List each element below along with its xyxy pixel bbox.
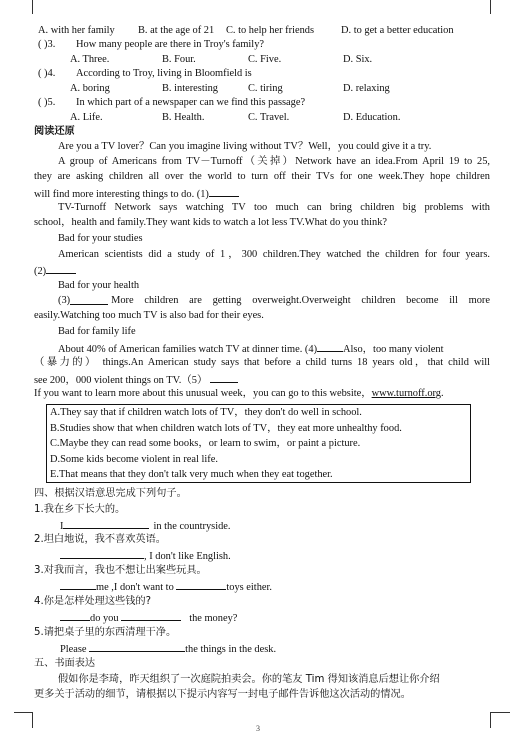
blank-5[interactable]: [210, 372, 238, 383]
q2-option-d: D. to get a better education: [341, 25, 454, 36]
crop-mark: [490, 712, 510, 713]
passage-line: If you want to learn more about this unusual week，you can go to this website，www.turnoff.org.: [34, 388, 444, 399]
q4-question: According to Troy, living in Bloomfield is: [76, 68, 252, 79]
heading-health: Bad for your health: [58, 280, 140, 291]
passage-line: （暴力的） things.An American study says that before a child turns 18 years old，that child will: [34, 357, 490, 368]
option-d: D.Some kids become violent in real life.: [50, 454, 218, 465]
q3-option-a: A. Three.: [70, 54, 110, 65]
s5-blank[interactable]: [89, 641, 185, 652]
q3-question: How many people are there in Troy's family?: [76, 39, 264, 50]
s5-english: Please the things in the desk.: [60, 641, 276, 656]
q5-question: In which part of a newspaper can we find this passage?: [76, 97, 306, 108]
passage-line: Are you a TV lover？Can you imagine living without TV？Well，you could give it a try.: [58, 141, 432, 152]
q2-option-c: C. to help her friends: [226, 25, 315, 36]
option-e: E.That means that they don't talk very much when they eat together.: [50, 469, 333, 480]
q4-option-c: C. tiring: [248, 83, 283, 94]
q4-option-a: A. boring: [70, 83, 110, 94]
s3-blank-2[interactable]: [176, 579, 226, 590]
writing-prompt-line: 更多关于活动的细节，请根据以下提示内容写一封电子邮件告诉他这次活动的情况。: [34, 689, 411, 700]
passage-line: school，health and family.They want kids to watch a lot less TV.What do you think?: [34, 217, 388, 228]
heading-family: Bad for family life: [58, 326, 136, 337]
s5-chinese: 5.请把桌子里的东西清理干净。: [34, 627, 177, 638]
blank-2[interactable]: [46, 263, 76, 274]
s1-english: I in the countryside.: [60, 518, 231, 533]
crop-mark: [32, 712, 33, 728]
option-b: B.Studies show that when children watch lots of TV，they eat more unhealthy food.: [50, 423, 402, 434]
option-a: A.They say that if children watch lots of TV，they don't do well in school.: [50, 407, 362, 418]
q4-option-d: D. relaxing: [343, 83, 390, 94]
q5-option-a: A. Life.: [70, 112, 103, 123]
s4-blank-2[interactable]: [121, 610, 181, 621]
section4-title: 四、根据汉语意思完成下列句子。: [34, 488, 187, 499]
blank-3[interactable]: [70, 294, 108, 305]
website-link[interactable]: www.turnoff.org: [371, 388, 441, 399]
q3-option-b: B. Four.: [162, 54, 196, 65]
writing-prompt-line: 假如你是李琦，昨天组织了一次庭院拍卖会。你的笔友 Tim 得知该消息后想让你介绍: [58, 674, 440, 685]
s1-blank[interactable]: [63, 518, 149, 529]
q2-option-a: A. with her family: [38, 25, 115, 36]
q5-option-c: C. Travel.: [248, 112, 290, 123]
q5-number: ( )5.: [38, 97, 56, 108]
passage-line: A group of Americans from TV－Turnoff（关掉）Network have an idea.From April 19 to 25,: [58, 156, 490, 167]
s3-chinese: 3.对我而言，我也不想让出案些玩具。: [34, 565, 207, 576]
page-number: 3: [256, 724, 260, 733]
s2-blank[interactable]: [60, 548, 144, 559]
crop-mark: [490, 0, 491, 14]
blank-1[interactable]: [209, 186, 239, 197]
passage-line: TV-Turnoff Network says watching TV too much can bring children big problems with: [58, 202, 490, 213]
section5-title: 五、书面表达: [34, 658, 96, 669]
passage-line: (2): [34, 263, 76, 278]
crop-mark: [32, 0, 33, 14]
passage-line: (3) More children are getting overweight.Overweight children become ill more: [58, 295, 490, 306]
q4-number: ( )4.: [38, 68, 56, 79]
q5-option-b: B. Health.: [162, 112, 205, 123]
q3-option-d: D. Six.: [343, 54, 373, 65]
s4-english: do you the money?: [60, 610, 237, 625]
option-c: C.Maybe they can read some books，or learn to swim，or paint a picture.: [50, 438, 361, 449]
passage-line: see 200，000 violent things on TV.（5）: [34, 372, 238, 387]
q2-option-b: B. at the age of 21: [138, 25, 215, 36]
s1-chinese: 1.我在乡下长大的。: [34, 504, 126, 515]
q5-option-d: D. Education.: [343, 112, 401, 123]
passage-line: American scientists did a study of 1，300 children.They watched the children for four years.: [58, 249, 490, 260]
passage-line: easily.Watching too much TV is also bad for their eyes.: [34, 310, 264, 321]
s4-chinese: 4.你是怎样处理这些钱的?: [34, 596, 152, 607]
reading-title: 阅读还原: [34, 126, 75, 137]
passage-line: About 40% of American families watch TV at dinner time. (4) Also，too many violent: [58, 341, 443, 356]
q4-option-b: B. interesting: [162, 83, 218, 94]
passage-line: they are asking children all over the world to turn off their TVs for one week.They hope children: [34, 171, 490, 182]
s3-english: me ,I don't want to toys either.: [60, 579, 272, 594]
s2-chinese: 2.坦白地说，我不喜欢英语。: [34, 534, 166, 545]
q3-number: ( )3.: [38, 39, 56, 50]
crop-mark: [490, 712, 491, 728]
passage-line: will find more interesting things to do. (1): [34, 186, 239, 201]
heading-studies: Bad for your studies: [58, 233, 143, 244]
s4-blank-1[interactable]: [60, 610, 90, 621]
q3-option-c: C. Five.: [248, 54, 282, 65]
blank-4[interactable]: [317, 341, 343, 352]
crop-mark: [14, 712, 32, 713]
s3-blank-1[interactable]: [60, 579, 96, 590]
s2-english: , I don't like English.: [60, 548, 231, 563]
